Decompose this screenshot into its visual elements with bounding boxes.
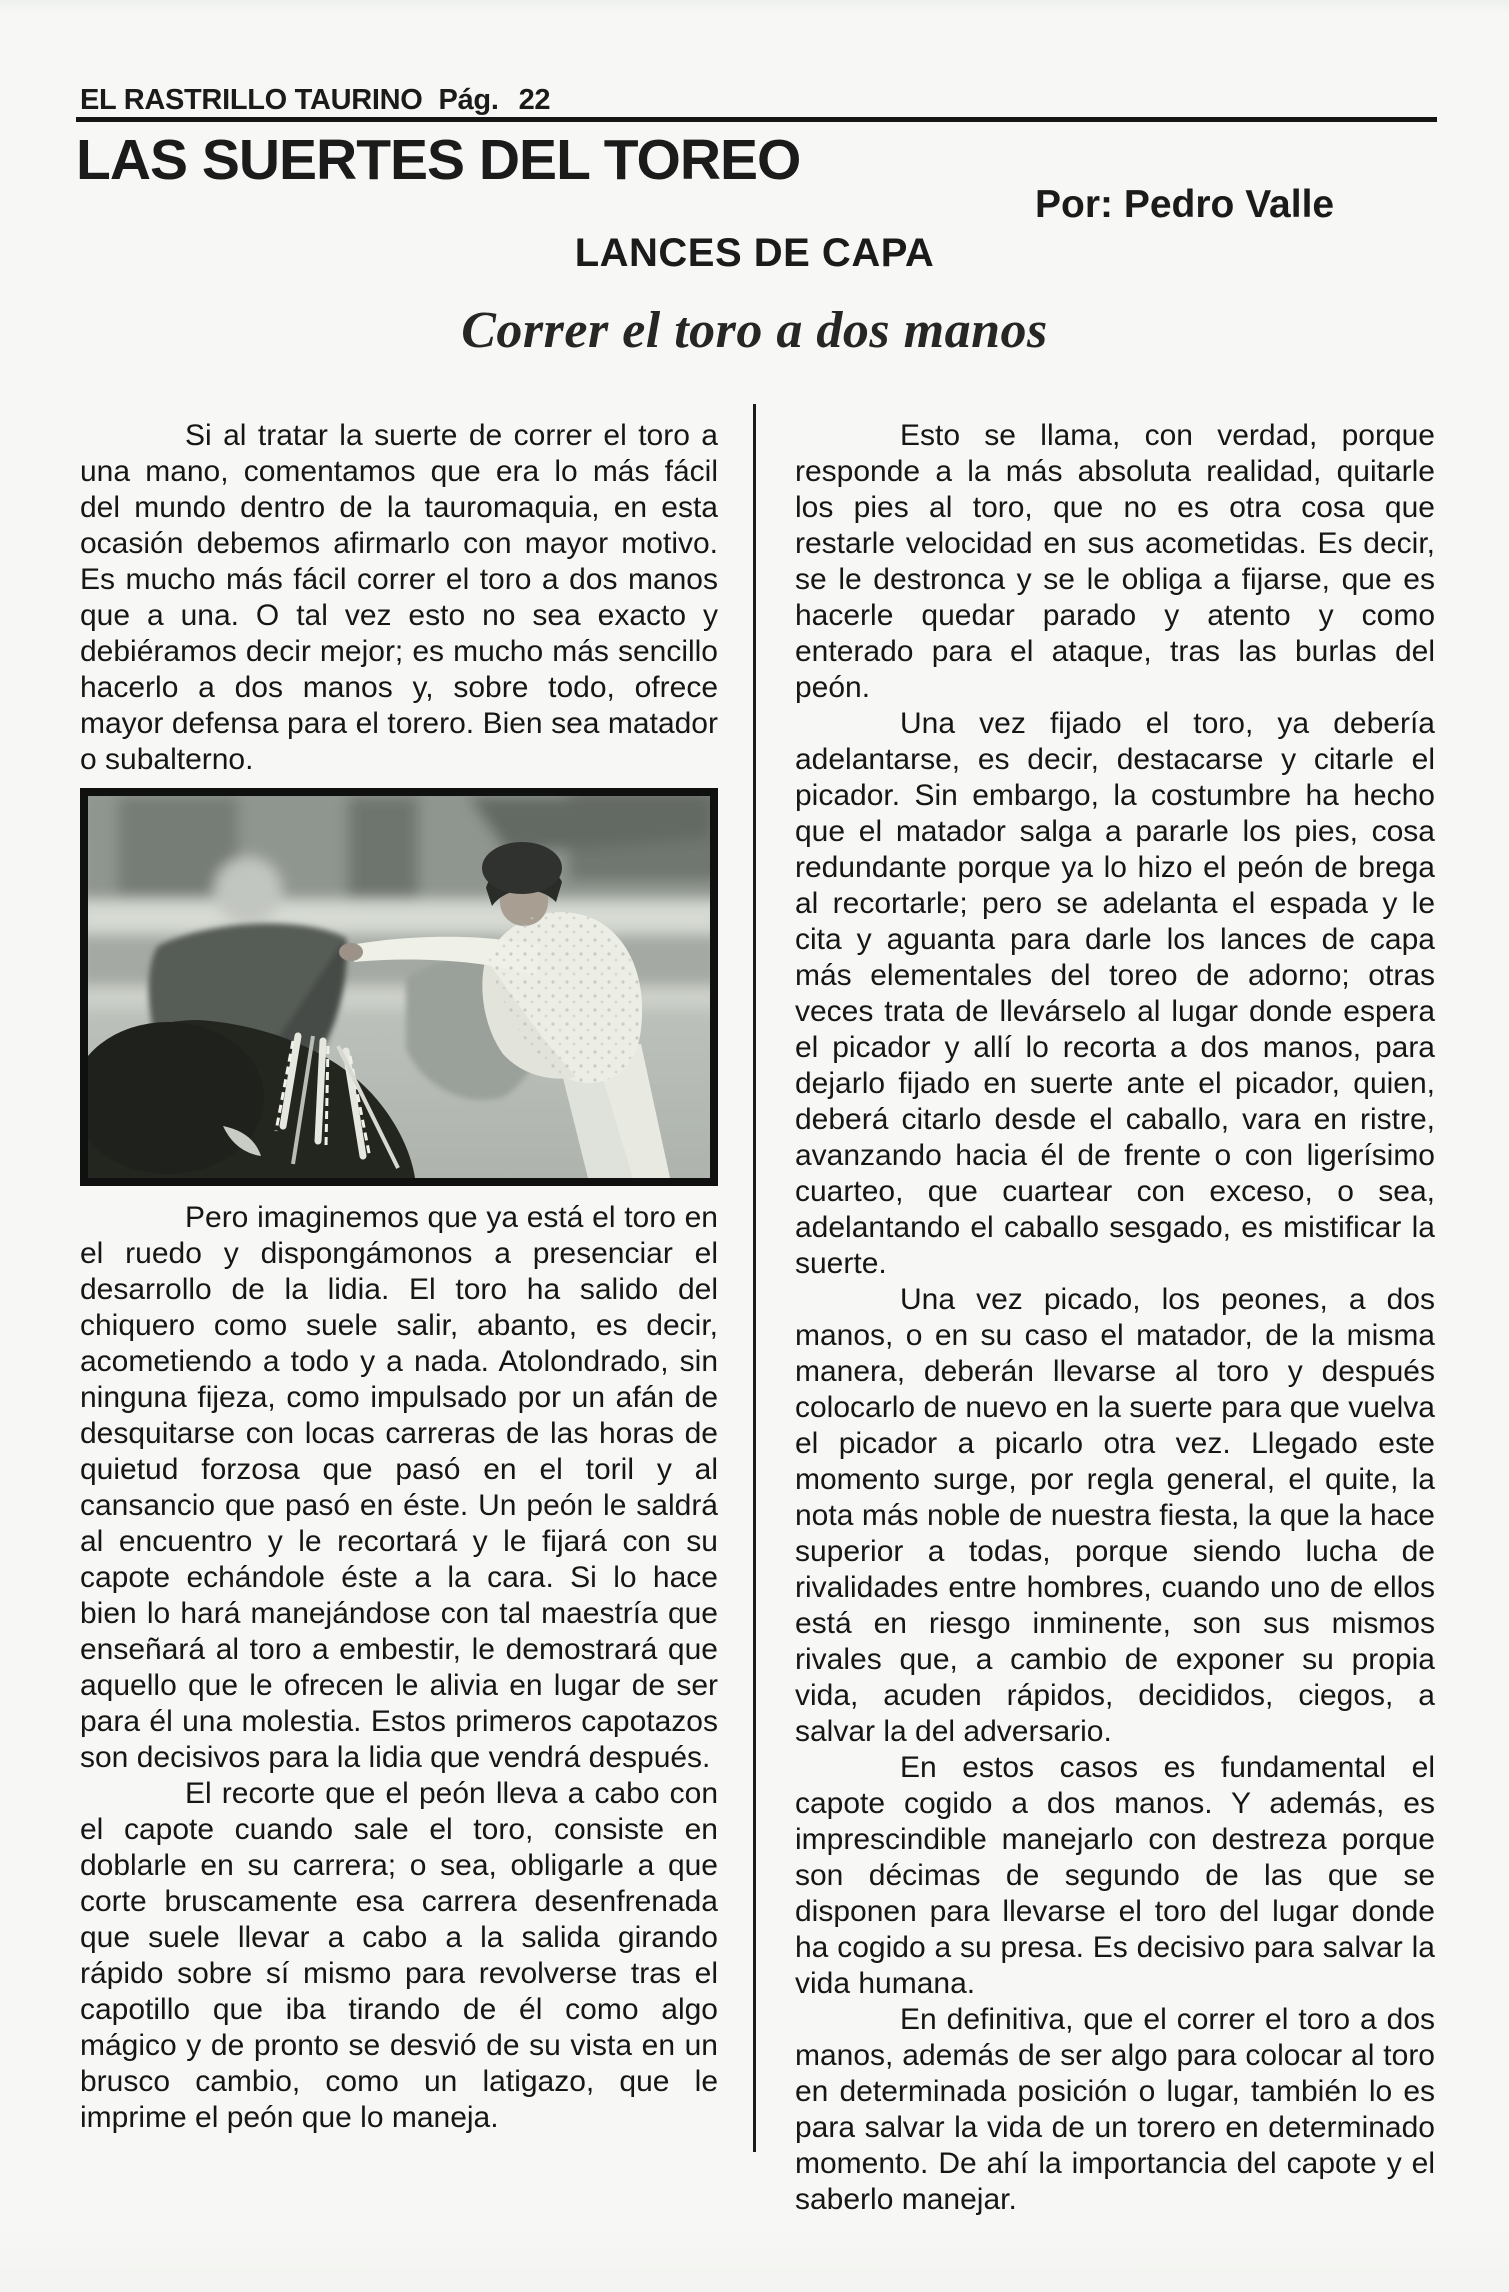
header-rule [76, 117, 1437, 122]
right-column [795, 418, 1435, 2218]
paragraph: El recorte que el peón lleva a cabo con el capote cuando sale el toro, consiste en doblarle en su carrera; o sea, obligarle a que corte bruscamente esa carrera desenfrenada que suele llevar a cabo a la salida girando rápido sobre sí mismo para revolverse tras el capotillo que iba tirando de él como algo mágico y de pronto se desvió de su vista en un brusco cambio, como un latigazo, que le imprime el peón que lo maneja. [80, 1777, 718, 2134]
page-number: 22 [518, 84, 551, 116]
masthead [80, 84, 550, 117]
paragraph: Esto se llama, con verdad, porque responde a la más absoluta realidad, quitarle los pies al toro, que no es otra cosa que restarle velocidad en sus acometidas. Es decir, se le destronca y se le obliga a fijarse, que es hacerle quedar parado y atento y como enterado para el ataque, tras las burlas del peón. [795, 419, 1435, 704]
paragraph: Pero imaginemos que ya está el toro en el ruedo y dispongámonos a presenciar el desarrollo de la lidia. El toro ha salido del chiquero como suele salir, abanto, es decir, acometiendo a todo y a nada. Atolondrado, sin ninguna fijeza, como impulsado por un afán de desquitarse con locas carreras de las horas de quietud forzosa que pasó en el toril y al cansancio que pasó en éste. Un peón le saldrá al encuentro y le recortará y le fijará con su capote echándole éste a la cara. Si lo hace bien lo hará manejándose con tal maestría que enseñará al toro a embestir, le demostrará que aquello que le ofrecen le alivia en lugar de ser para él una molestia. Estos primeros capotazos son decisivos para la lidia que vendrá después. [80, 1201, 718, 1774]
capote-pass-photograph [80, 788, 718, 1186]
article-title: LAS SUERTES DEL TOREO [76, 128, 801, 192]
left-column [80, 418, 718, 2136]
section-title: LANCES DE CAPA [574, 231, 935, 275]
paragraph: Una vez fijado el toro, ya debería adelantarse, es decir, destacarse y citarle el picador. Sin embargo, la costumbre ha hecho que el matador salga a pararle los pies, cosa redundante porque ya lo hizo el peón de brega al recortarle; pero se adelanta el espada y le cita y aguanta para darle los lances de capa más elementales del toreo de adorno; otras veces trata de llevárselo al lugar donde espera el picador y allí lo recorta a dos manos, para dejarlo fijado en suerte ante el picador, quien, deberá citarlo desde el caballo, vara en ristre, avanzando hacia él de frente o con ligerísimo cuarteo, que cuartear con exceso, o sea, adelantando el caballo sesgado, es mistificar la suerte. [795, 707, 1435, 1280]
byline: Por: Pedro Valle [1035, 183, 1335, 226]
paragraph: Si al tratar la suerte de correr el toro a una mano, comentamos que era lo más fácil del mundo dentro de la tauromaquia, en esta ocasión debemos afirmarlo con mayor motivo. Es mucho más fácil correr el toro a dos manos que a una. O tal vez esto no sea exacto y debiéramos decir mejor; es mucho más sencillo hacerlo a dos manos y, sobre todo, ofrece mayor defensa para el torero. Bien sea matador o subalterno. [80, 419, 718, 776]
page-label: Pág. [438, 84, 499, 116]
column-divider [753, 404, 756, 2152]
paragraph: Una vez picado, los peones, a dos manos, o en su caso el matador, de la misma manera, deberán llevarse al toro y después colocarlo de nuevo en la suerte para que vuelva el picador a picarlo otra vez. Llegado este momento surge, por regla general, el quite, la nota más noble de nuestra fiesta, la que la hace superior a todas, porque siendo lucha de rivalidades entre hombres, cuando uno de ellos está en riesgo inminente, son sus mismos rivales que, a cambio de exponer su propia vida, acuden rápidos, decididos, ciegos, a salvar la del adversario. [795, 1283, 1435, 1748]
subtitle-italic: Correr el toro a dos manos [461, 302, 1048, 359]
paragraph: En definitiva, que el correr el toro a dos manos, además de ser algo para colocar al toro en determinada posición o lugar, también lo es para salvar la vida de un torero en determinado momento. De ahí la importancia del capote y el saberlo manejar. [795, 2003, 1435, 2216]
paragraph: En estos casos es fundamental el capote cogido a dos manos. Y además, es imprescindible manejarlo con destreza porque son décimas de segundo de las que se disponen para llevarse el toro del lugar donde ha cogido a su presa. Es decisivo para salvar la vida humana. [795, 1751, 1435, 2000]
bullfight-photo-illustration [88, 796, 710, 1178]
publication-name: EL RASTRILLO TAURINO [80, 84, 423, 116]
